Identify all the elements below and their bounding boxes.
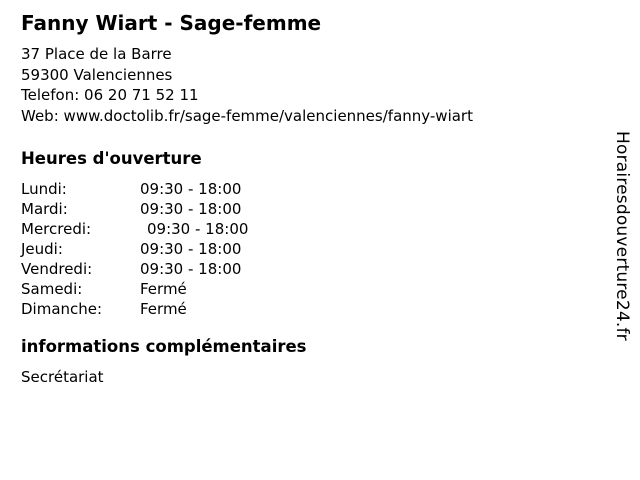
day-label: Samedi: <box>21 280 83 298</box>
hours-row-wednesday <box>21 219 640 239</box>
day-hours: 09:30 - 18:00 <box>147 220 249 238</box>
day-hours: 09:30 - 18:00 <box>140 240 242 258</box>
day-hours: 09:30 - 18:00 <box>140 200 242 218</box>
day-label: Vendredi: <box>21 260 93 278</box>
day-label: Lundi: <box>21 180 67 198</box>
additional-info-heading: informations complémentaires <box>21 337 307 356</box>
day-hours: 09:30 - 18:00 <box>140 180 242 198</box>
day-label: Mardi: <box>21 200 68 218</box>
hours-row-friday <box>21 259 640 279</box>
day-hours: Fermé <box>140 280 187 298</box>
hours-row-thursday <box>21 239 640 259</box>
day-label: Mercredi: <box>21 220 92 238</box>
day-label: Jeudi: <box>21 240 63 258</box>
address-street: 37 Place de la Barre <box>21 45 172 63</box>
hours-row-saturday <box>21 279 640 299</box>
web-line <box>21 106 640 127</box>
day-hours: Fermé <box>140 300 187 318</box>
site-watermark: Horairesdouverture24.fr <box>612 131 632 341</box>
phone-line <box>21 85 640 106</box>
day-hours: 09:30 - 18:00 <box>140 260 242 278</box>
hours-row-sunday <box>21 299 640 319</box>
hours-table <box>21 179 640 319</box>
address-city: 59300 Valenciennes <box>21 65 173 84</box>
hours-row-tuesday <box>21 199 640 219</box>
additional-info-text: Secrétariat <box>21 368 104 386</box>
hours-heading: Heures d'ouverture <box>21 149 202 168</box>
web-label: Web: <box>21 106 59 125</box>
page-title: Fanny Wiart - Sage-femme <box>21 11 322 35</box>
web-url[interactable]: www.doctolib.fr/sage-femme/valenciennes/fanny-wiart <box>63 106 473 125</box>
hours-row-monday <box>21 179 640 199</box>
contact-block <box>21 44 640 126</box>
phone-label: Telefon: <box>21 86 80 104</box>
phone-number: 06 20 71 52 11 <box>84 86 199 104</box>
day-label: Dimanche: <box>21 300 103 318</box>
